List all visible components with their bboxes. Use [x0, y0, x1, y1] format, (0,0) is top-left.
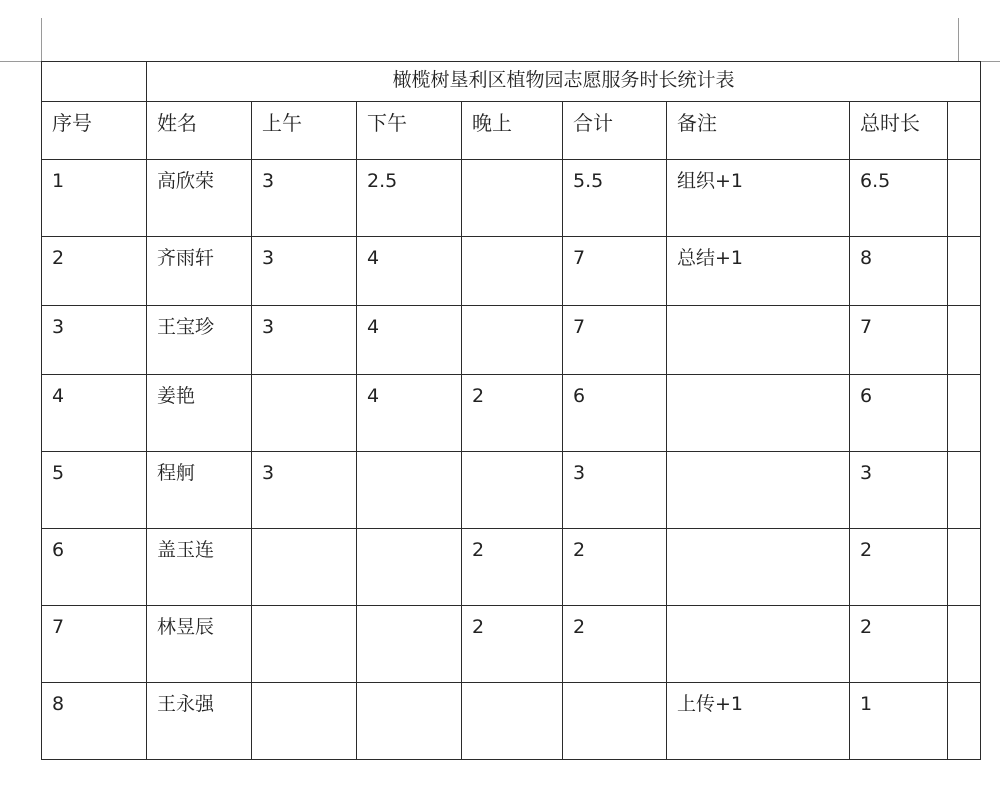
cell-morning[interactable]: 3 [252, 160, 357, 237]
cell-remarks[interactable] [667, 452, 850, 529]
cell-evening[interactable] [462, 452, 563, 529]
cell-extra[interactable] [948, 306, 981, 375]
header-cell-name[interactable]: 姓名 [147, 102, 252, 160]
header-cell-extra[interactable] [948, 102, 981, 160]
cell-subtotal[interactable]: 7 [563, 237, 667, 306]
cell-total-hours[interactable]: 8 [850, 237, 948, 306]
cell-remarks[interactable] [667, 375, 850, 452]
cell-evening[interactable]: 2 [462, 606, 563, 683]
cell-afternoon[interactable]: 2.5 [357, 160, 462, 237]
cell-index[interactable]: 3 [42, 306, 147, 375]
cell-subtotal[interactable] [563, 683, 667, 760]
cell-subtotal[interactable]: 2 [563, 606, 667, 683]
cell-afternoon[interactable]: 4 [357, 306, 462, 375]
header-cell-remarks[interactable]: 备注 [667, 102, 850, 160]
cell-index[interactable]: 6 [42, 529, 147, 606]
cell-index[interactable]: 1 [42, 160, 147, 237]
cell-total-hours[interactable]: 2 [850, 606, 948, 683]
cell-afternoon[interactable]: 4 [357, 237, 462, 306]
cell-name[interactable]: 林昱辰 [147, 606, 252, 683]
cell-remarks[interactable]: 总结+1 [667, 237, 850, 306]
cell-afternoon[interactable] [357, 529, 462, 606]
table-row [42, 160, 981, 237]
cell-afternoon[interactable] [357, 452, 462, 529]
cell-evening[interactable] [462, 306, 563, 375]
cell-evening[interactable] [462, 683, 563, 760]
table-title[interactable]: 橄榄树垦利区植物园志愿服务时长统计表 [147, 62, 981, 102]
cell-total-hours[interactable]: 7 [850, 306, 948, 375]
cell-evening[interactable]: 2 [462, 529, 563, 606]
cell-evening[interactable]: 2 [462, 375, 563, 452]
cell-total-hours[interactable]: 2 [850, 529, 948, 606]
cell-subtotal[interactable]: 6 [563, 375, 667, 452]
table-row [42, 529, 981, 606]
cell-name[interactable]: 齐雨轩 [147, 237, 252, 306]
cell-subtotal[interactable]: 7 [563, 306, 667, 375]
table-row [42, 452, 981, 529]
table-title-row [42, 62, 981, 102]
cell-name[interactable]: 王永强 [147, 683, 252, 760]
cell-morning[interactable]: 3 [252, 237, 357, 306]
cell-index[interactable]: 5 [42, 452, 147, 529]
cell-index[interactable]: 2 [42, 237, 147, 306]
cell-name[interactable]: 姜艳 [147, 375, 252, 452]
header-cell-morning[interactable]: 上午 [252, 102, 357, 160]
table-row [42, 606, 981, 683]
cell-name[interactable]: 王宝珍 [147, 306, 252, 375]
cell-subtotal[interactable]: 5.5 [563, 160, 667, 237]
cell-extra[interactable] [948, 529, 981, 606]
cell-total-hours[interactable]: 6 [850, 375, 948, 452]
cell-remarks[interactable] [667, 529, 850, 606]
cell-index[interactable]: 8 [42, 683, 147, 760]
cell-extra[interactable] [948, 683, 981, 760]
cell-remarks[interactable] [667, 306, 850, 375]
cell-morning[interactable]: 3 [252, 452, 357, 529]
header-cell-total-hours[interactable]: 总时长 [850, 102, 948, 160]
cell-afternoon[interactable] [357, 606, 462, 683]
cell-extra[interactable] [948, 237, 981, 306]
cell-morning[interactable] [252, 683, 357, 760]
table-row [42, 237, 981, 306]
cell-morning[interactable] [252, 375, 357, 452]
header-cell-index[interactable]: 序号 [42, 102, 147, 160]
cell-extra[interactable] [948, 160, 981, 237]
table-row [42, 683, 981, 760]
cell-extra[interactable] [948, 452, 981, 529]
cell-morning[interactable] [252, 606, 357, 683]
cell-extra[interactable] [948, 606, 981, 683]
cell-name[interactable]: 程舸 [147, 452, 252, 529]
cell-morning[interactable]: 3 [252, 306, 357, 375]
header-cell-afternoon[interactable]: 下午 [357, 102, 462, 160]
cell-total-hours[interactable]: 3 [850, 452, 948, 529]
header-cell-evening[interactable]: 晚上 [462, 102, 563, 160]
table-header-row [42, 102, 981, 160]
cell-afternoon[interactable] [357, 683, 462, 760]
table-row [42, 375, 981, 452]
cell-evening[interactable] [462, 160, 563, 237]
table-row [42, 306, 981, 375]
cell-index[interactable]: 7 [42, 606, 147, 683]
cell-name[interactable]: 高欣荣 [147, 160, 252, 237]
cell-remarks[interactable]: 上传+1 [667, 683, 850, 760]
cell-remarks[interactable]: 组织+1 [667, 160, 850, 237]
cell-remarks[interactable] [667, 606, 850, 683]
cell-total-hours[interactable]: 1 [850, 683, 948, 760]
cell-evening[interactable] [462, 237, 563, 306]
cell-name[interactable]: 盖玉连 [147, 529, 252, 606]
page-margin-guide-right [958, 18, 959, 62]
cell-index[interactable]: 4 [42, 375, 147, 452]
cell-afternoon[interactable]: 4 [357, 375, 462, 452]
cell-subtotal[interactable]: 2 [563, 529, 667, 606]
cell-morning[interactable] [252, 529, 357, 606]
cell-total-hours[interactable]: 6.5 [850, 160, 948, 237]
cell-subtotal[interactable]: 3 [563, 452, 667, 529]
table-corner-cell[interactable] [42, 62, 147, 102]
page-margin-guide-left [41, 18, 42, 62]
header-cell-subtotal[interactable]: 合计 [563, 102, 667, 160]
volunteer-hours-table [41, 61, 981, 760]
cell-extra[interactable] [948, 375, 981, 452]
